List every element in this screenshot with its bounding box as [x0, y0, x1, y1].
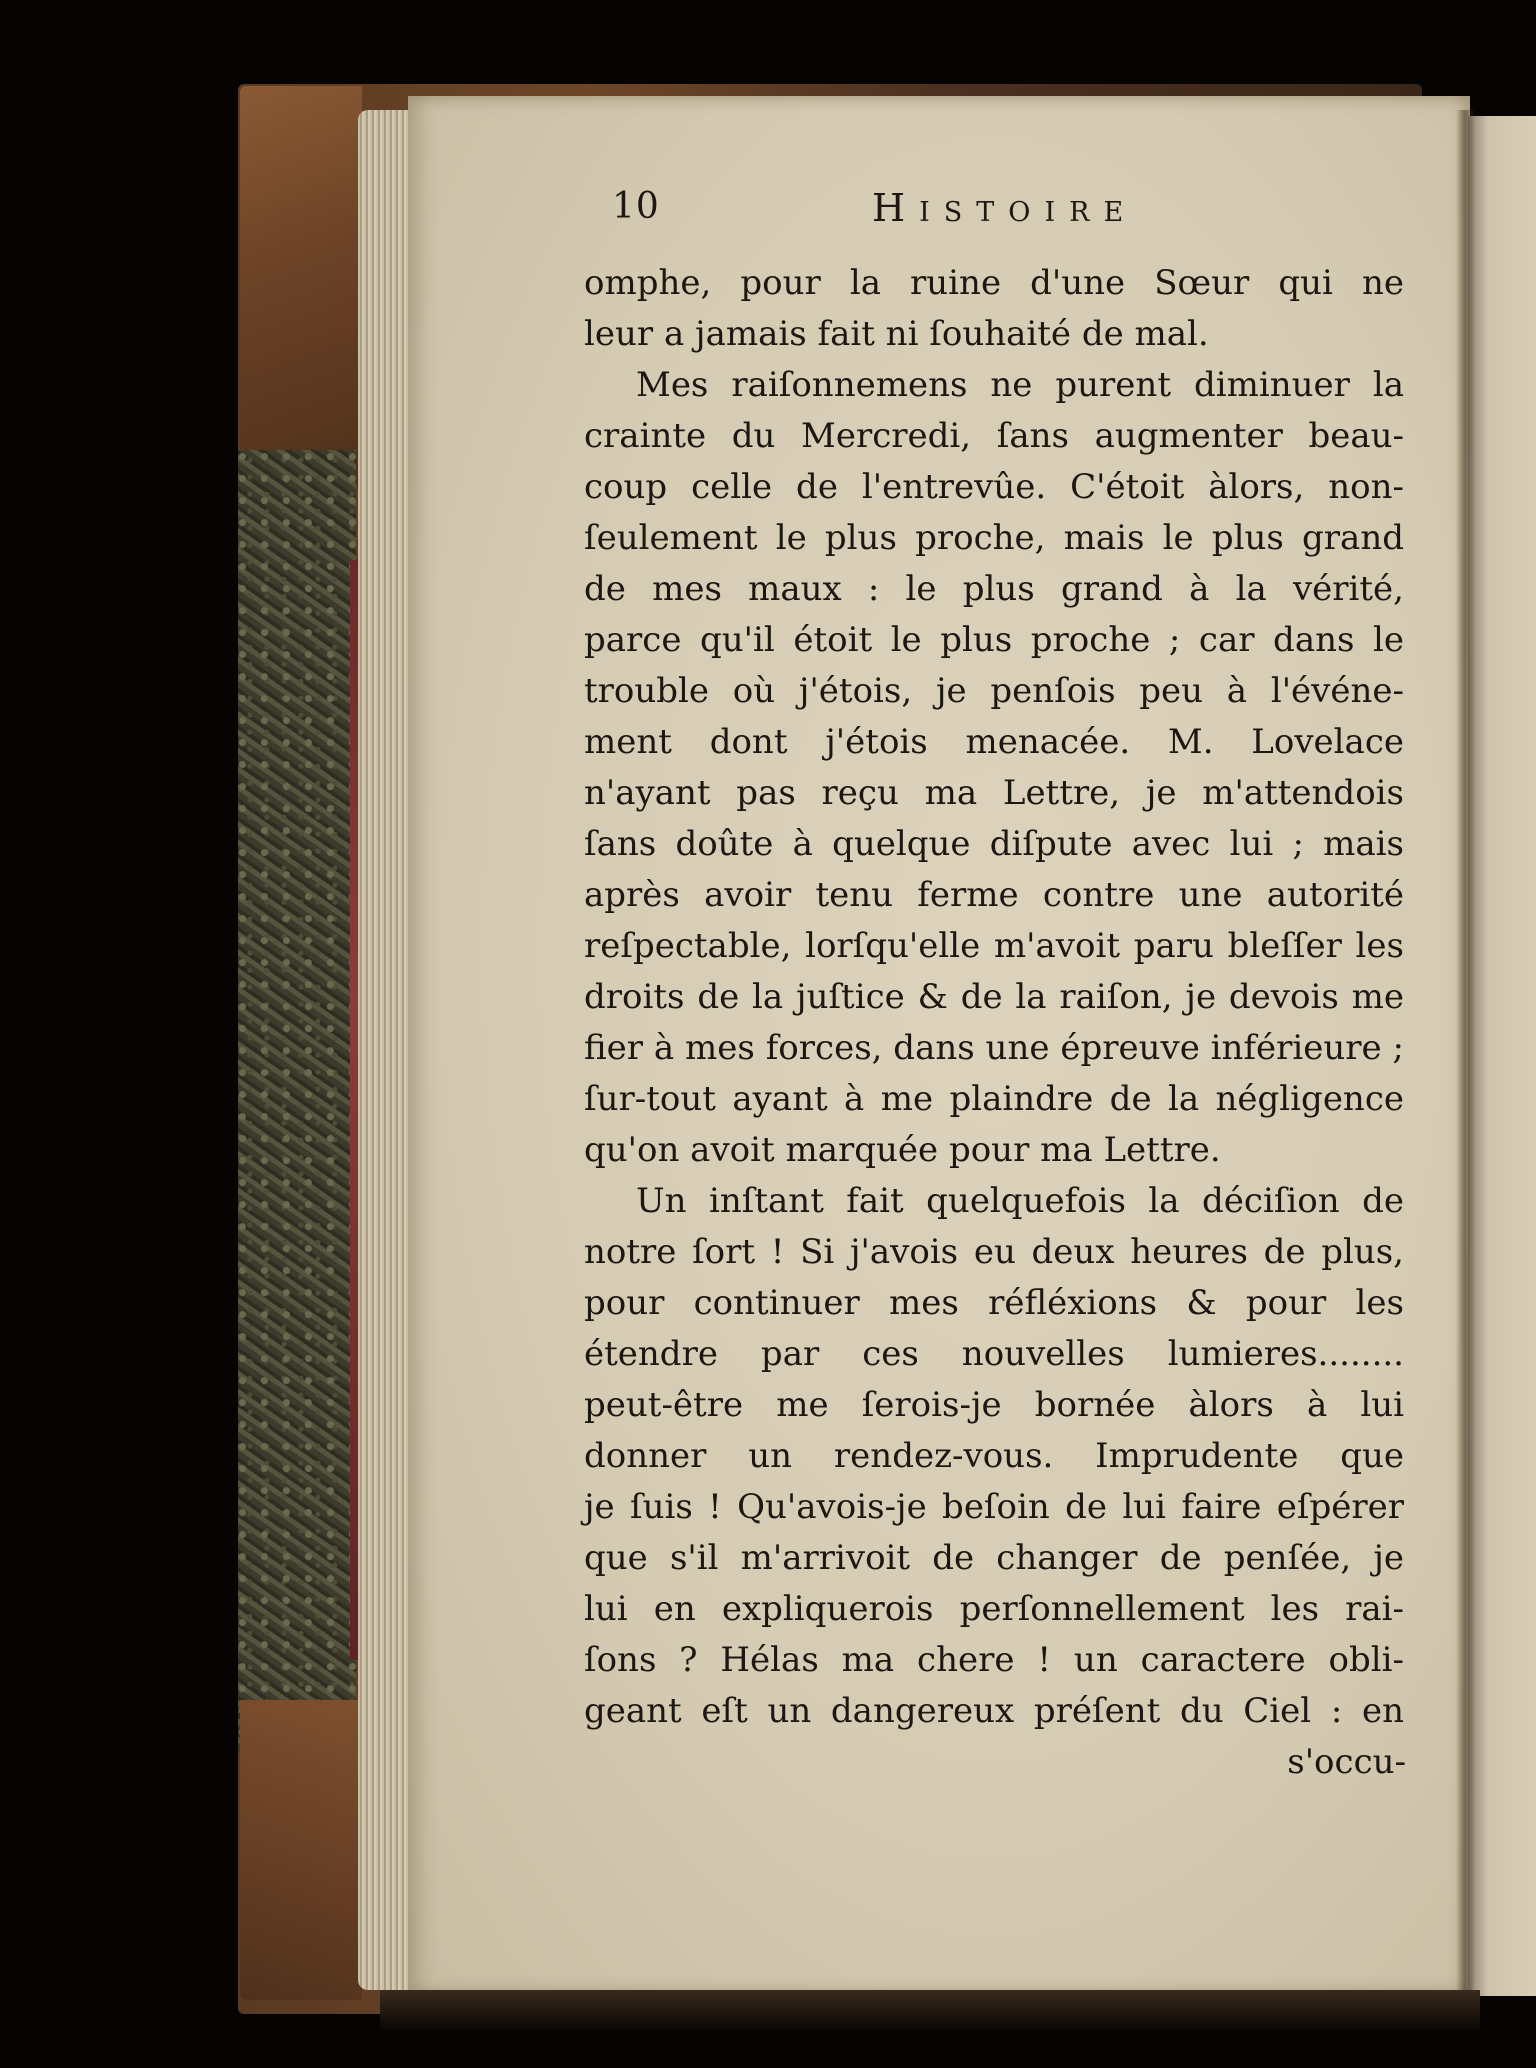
text-line: ſans doûte à quelque diſpute avec lui ; mais	[584, 824, 1404, 864]
text-line: ſur-tout ayant à me plaindre de la négligence	[584, 1079, 1404, 1119]
leather-corner-bottom	[240, 1700, 362, 2000]
text-line: parce qu'il étoit le plus proche ; car dans le	[584, 620, 1404, 660]
text-line: omphe, pour la ruine d'une Sœur qui ne	[584, 263, 1404, 303]
page-header	[612, 186, 1172, 242]
bottom-shadow	[380, 1990, 1480, 2030]
text-line: pour continuer mes réfléxions & pour les	[584, 1283, 1404, 1323]
text-line: lui en expliquerois perſonnellement les rai-	[584, 1589, 1404, 1629]
catchword: s'occu-	[1287, 1742, 1406, 1782]
text-line: crainte du Mercredi, ſans augmenter beau-	[584, 416, 1404, 456]
text-line: notre ſort ! Si j'avois eu deux heures de plus,	[584, 1232, 1404, 1272]
leather-corner-top	[240, 86, 362, 486]
page-gutter	[1456, 110, 1474, 2000]
text-line: étendre par ces nouvelles lumieres........	[584, 1334, 1404, 1374]
text-line: je ſuis ! Qu'avois-je beſoin de lui faire eſpérer	[584, 1487, 1404, 1527]
text-line: geant eſt un dangereux préſent du Ciel : en	[584, 1691, 1404, 1731]
text-line: n'ayant pas reçu ma Lettre, je m'attendois	[584, 773, 1404, 813]
text-line: fier à mes forces, dans une épreuve inférieure ;	[584, 1028, 1404, 1068]
text-line: trouble où j'étois, je penſois peu à l'événe-	[584, 671, 1404, 711]
text-line: donner un rendez-vous. Imprudente que	[584, 1436, 1404, 1476]
page-number: 10	[612, 186, 660, 227]
text-line: peut-être me ſerois-je bornée àlors à lui	[584, 1385, 1404, 1425]
text-line: reſpectable, lorſqu'elle m'avoit paru bleſſer les	[584, 926, 1404, 966]
text-line: après avoir tenu ferme contre une autorité	[584, 875, 1404, 915]
text-line: Mes raiſonnemens ne purent diminuer la	[636, 365, 1404, 405]
text-line: ſeulement le plus proche, mais le plus grand	[584, 518, 1404, 558]
page-text	[584, 258, 1404, 1737]
running-title: Histoire	[872, 186, 1138, 230]
text-line: droits de la juſtice & de la raiſon, je devois me	[584, 977, 1404, 1017]
text-line: que s'il m'arrivoit de changer de penſée, je	[584, 1538, 1404, 1578]
text-line: leur a jamais fait ni ſouhaité de mal.	[584, 314, 1209, 354]
text-line: de mes maux : le plus grand à la vérité,	[584, 569, 1404, 609]
text-line: Un inſtant fait quelquefois la déciſion de	[636, 1181, 1404, 1221]
text-line: ment dont j'étois menacée. M. Lovelace	[584, 722, 1404, 762]
text-line: qu'on avoit marquée pour ma Lettre.	[584, 1130, 1221, 1170]
text-line: ſons ? Hélas ma chere ! un caractere obli-	[584, 1640, 1404, 1680]
marbled-binding	[238, 450, 356, 1750]
text-line: coup celle de l'entrevûe. C'étoit àlors, non-	[584, 467, 1404, 507]
facing-page	[1468, 116, 1536, 1996]
page-edges	[358, 110, 408, 1990]
